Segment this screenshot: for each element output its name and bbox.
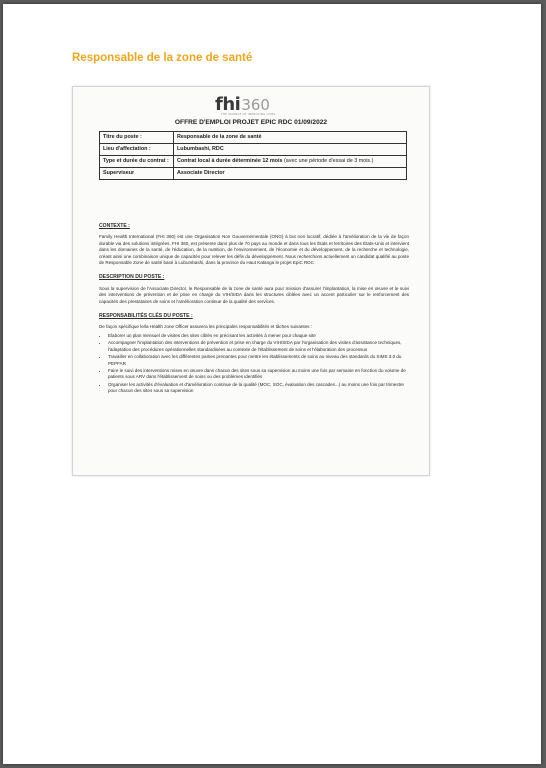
- logo-fhi-text: fhi: [215, 94, 241, 115]
- list-item: • Faire le suivi des interventions mises en œuvre dans chacun des sites sous sa supervision au moins une fois par semaine en fonction du volume de patients sous ARV dans l'établissement de soins ou des problèmes identifiés: [108, 368, 409, 381]
- row-value: [174, 144, 407, 156]
- row-label: Superviseur: [100, 168, 174, 180]
- scanned-job-offer-image: [72, 86, 430, 476]
- row-label: Lieu d'affectation :: [100, 144, 174, 156]
- row-value: [174, 132, 407, 144]
- table-row: [100, 144, 407, 156]
- logo-tagline: THE SCIENCE OF IMPROVING LIVES: [221, 113, 276, 116]
- row-value-text: Responsable de la zone de santé: [177, 134, 262, 140]
- responsabilites-list: [99, 333, 409, 395]
- row-label: Type et durée du contrat :: [100, 156, 174, 168]
- description-text: Sous la supervision de l'Associate Director, le Responsable de la zone de santé aura pour mission d'assurer l'implantation, la mise en œuvre et le suivi des interventions de prévention et de prise en charge du VIH/SIDA dans les structures ciblées avec un accent particulier sur le renforcement des capacités des prestataires de soins et l'amélioration continue de la qualité des services.: [99, 285, 409, 304]
- section-title-description: DESCRIPTION DU POSTE :: [99, 274, 165, 281]
- row-value: [174, 156, 407, 168]
- list-item: • Accompagner l'implantation des interventions de prévention et prise en charge du VIH/SIDA par l'organisation des visites d'assistance techniques, l'adaptation des procédures opérationnelles standardisées au contexte de l'établissement de soins et l'élaboration des processus: [108, 340, 409, 353]
- list-item: • Elaborer un plan mensuel de visites des sites ciblés en précisant les activités à mener pour chaque site: [108, 333, 409, 339]
- list-item: • Travailler en collaboration avec les différentes parties prenantes pour mettre les établissements de soins au niveau des standards du SIMS 3.0 du PEPFAR: [108, 354, 409, 367]
- responsabilites-intro: De façon spécifique le/la Health zone Officer assurera les principales responsabilités et tâches suivantes :: [99, 324, 312, 330]
- table-row: [100, 132, 407, 144]
- row-value-text: Contrat local à durée déterminée 12 mois: [177, 158, 283, 165]
- table-row: [100, 156, 407, 168]
- section-title-contexte: CONTEXTE :: [99, 223, 130, 229]
- page-heading: Responsable de la zone de santé: [72, 52, 253, 64]
- contexte-text: Family Health International (FHI 360) est une Organisation Non Gouvernementale (ONG) à but non lucratif, dédiée à l'amélioration de la vie de façon durable via des solutions intégrées. FHI 360, est présente dans plus de 70 pays au monde et dans tous les États et territoires des États-Unis et intervient dans les domaines de la santé, de l'éducation, de la nutrition, de l'environnement, de l'économie et du développement, de la recherche et technologie, créant ainsi une combinaison unique de capacités pour relever les défis du développement. Nous recherchons actuellement un candidat qualifié au poste de Responsable Zone de santé basé à Lubumbashi, dans la province du Haut Katanga le projet EpiC RDC: [99, 234, 409, 266]
- row-value-text: Lubumbashi, RDC: [177, 146, 224, 153]
- list-item: • Organiser les activités d'évaluation et d'amélioration continue de la qualité (MOC, SOC, évaluation des cascades...) au moins une fois par trimestre pour chacun des sites sous sa supervision: [108, 382, 409, 395]
- table-row: [100, 168, 407, 180]
- offer-title: OFFRE D'EMPLOI PROJET EPIC RDC 01/09/2022: [174, 119, 328, 126]
- row-value-text: Associate Director: [177, 170, 225, 177]
- logo-360-text: 360: [241, 96, 270, 114]
- section-title-responsabilites: RESPONSABILITÉS CLÉS DU POSTE :: [99, 313, 193, 320]
- job-description-body: [99, 223, 409, 396]
- row-label: Titre du poste :: [100, 132, 174, 144]
- job-info-table: [99, 131, 407, 180]
- document-page: [3, 4, 541, 764]
- row-value-note: (avec une période d'essai de 3 mois.): [283, 158, 374, 165]
- fhi360-logo: [215, 94, 293, 116]
- row-value: [174, 168, 407, 180]
